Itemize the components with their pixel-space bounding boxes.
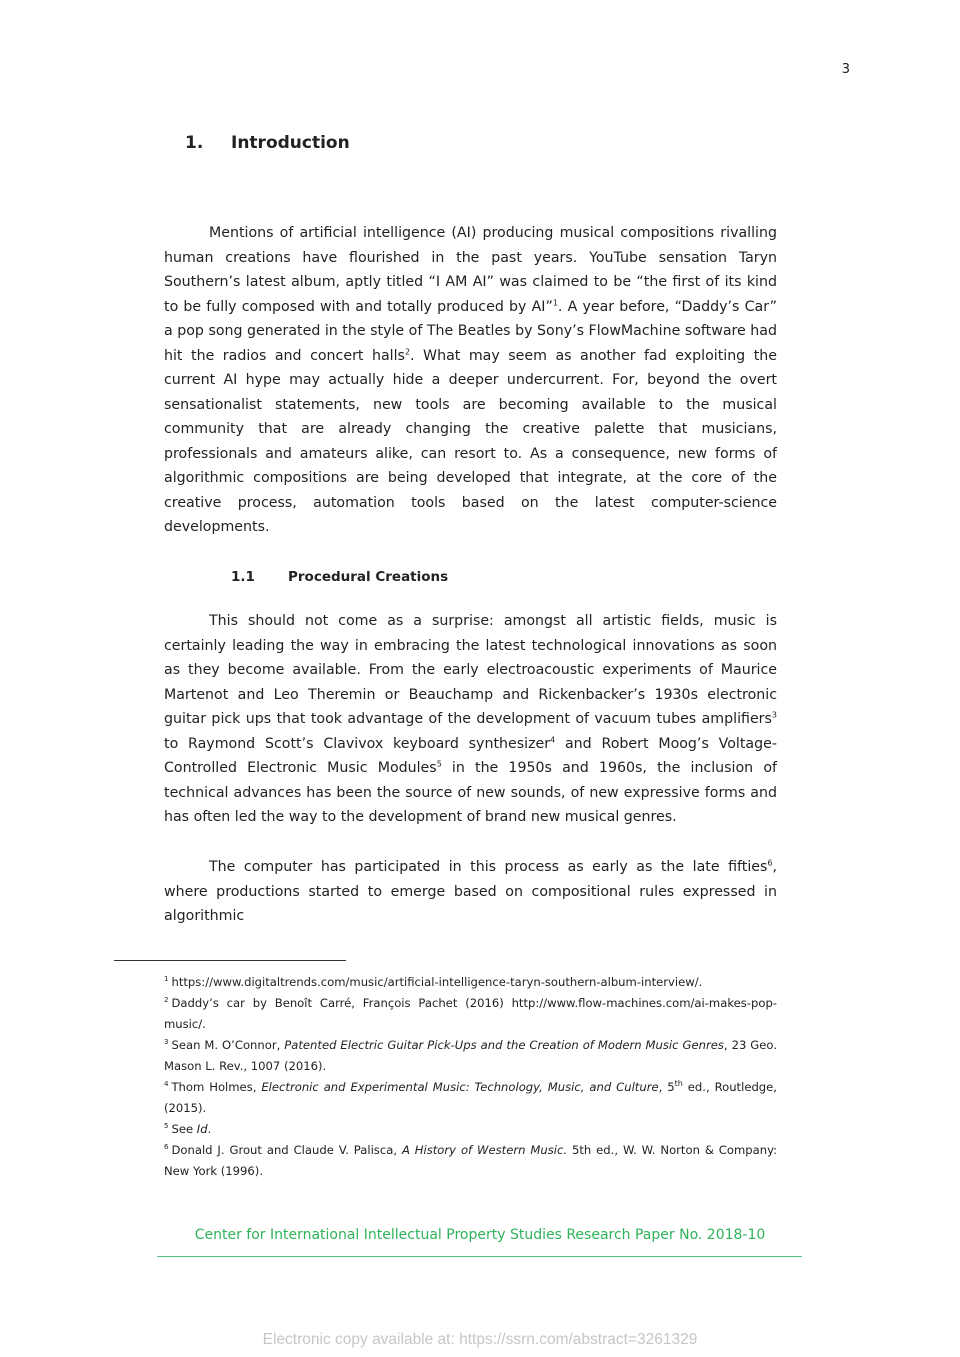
footnote-mark: 2 (164, 996, 169, 1005)
footnote-ref[interactable]: 5 (436, 759, 442, 769)
footnote-ref[interactable]: 6 (767, 858, 773, 868)
footnote-ref[interactable]: 4 (550, 734, 556, 744)
footnote-mark: 4 (164, 1080, 169, 1089)
subsection-heading (231, 569, 448, 585)
footnote-title: A History of Western Music. (401, 1143, 568, 1157)
text-run: in the 1950s and 1960s, the inclusion of technical advances has been the source of new sounds, of new expressive forms and has often led the way to the development of brand new musical genres. (164, 760, 777, 825)
footnote-3 (164, 1035, 777, 1077)
footnote-text: . (207, 1122, 212, 1136)
footnote-text: 5th ed., W. W. Norton & Company: New York (1996). (164, 1143, 778, 1178)
text-run: . What may seem as another fad exploiting the current AI hype may actually hide a deeper undercurrent. For, beyond the overt sensationalist statements, new tools are becoming available to the musical community that are already changing the creative palette that musicians, professionals and amateurs alike, can resort to. As a consequence, new forms of algorithmic compositions are being developed that integrate, at the core of the creative process, automation tools based on the latest computer-science developments. (164, 347, 777, 535)
text-run: The computer has participated in this process as early as the late fifties (209, 859, 768, 875)
footnote-ordinal: th (674, 1079, 683, 1089)
subsection-number: 1.1 (231, 569, 255, 585)
footnote-text: See (171, 1122, 197, 1136)
text-run: This should not come as a surprise: amongst all artistic fields, music is certainly leading the way in embracing the latest technological innovations as soon as they become available. From the early electroacoustic experiments of Maurice Martenot and Leo Theremin or Beauchamp and Rickenbacker’s 1930s electronic guitar pick ups that took advantage of the development of vacuum tubes amplifiers (164, 613, 777, 727)
footnote-ref[interactable]: 2 (404, 346, 411, 356)
footnote-separator (114, 960, 346, 961)
footnote-title: Id (196, 1122, 208, 1136)
text-run: Mentions of artificial intelligence (AI) producing musical compositions rivalling human creations have flourished in the past years. YouTube sensation Taryn Southern’s latest album, aptly titled “I AM AI” was claimed to be “the first of its kind to be fully composed with and totally produced by AI” (164, 225, 777, 315)
footnote-text: Thom Holmes, (171, 1080, 262, 1094)
text-run: , where productions started to emerge based on compositional rules expressed in algorithmic (164, 859, 777, 924)
footnote-mark: 3 (164, 1038, 169, 1047)
procedural-paragraph-1 (164, 609, 777, 830)
footnote-mark: 1 (164, 975, 169, 984)
footnote-ref[interactable]: 1 (552, 297, 558, 307)
footnote-mark: 5 (164, 1122, 169, 1131)
footnotes-list (164, 972, 777, 1182)
footnote-title: Patented Electric Guitar Pick-Ups and the Creation of Modern Music Genres (284, 1038, 724, 1052)
section-heading (185, 133, 350, 153)
text-run: to Raymond Scott’s Clavivox keyboard synthesizer (164, 735, 551, 752)
text-run: and Robert Moog’s Voltage-Controlled Electronic Music Modules (164, 735, 777, 776)
footnote-title: Electronic and Experimental Music: Technology, Music, and Culture (261, 1080, 659, 1094)
section-title: Introduction (231, 133, 350, 153)
footnote-4 (164, 1077, 777, 1119)
page-number: 3 (841, 62, 850, 77)
footnote-2 (164, 993, 777, 1035)
footnote-text: , 23 Geo. Mason L. Rev., 1007 (2016). (164, 1038, 778, 1073)
footnote-text: Donald J. Grout and Claude V. Palisca, (171, 1143, 402, 1157)
subsection-title: Procedural Creations (288, 569, 449, 585)
footnote-text: ed., Routledge, (2015). (164, 1080, 777, 1115)
footnote-text: Daddy’s car by Benoît Carré, François Pachet (2016) http://www.flow-machines.com/ai-makes-pop-music/. (164, 996, 777, 1031)
footnote-mark: 6 (164, 1143, 169, 1152)
footnote-6 (164, 1140, 777, 1182)
intro-paragraph (164, 221, 777, 540)
section-number: 1. (185, 133, 204, 153)
footer-series-text: Center for International Intellectual Property Studies Research Paper No. 2018-10 (194, 1227, 766, 1243)
footnote-text: , 5 (658, 1080, 675, 1094)
footnote-text: Sean M. O’Connor, (171, 1038, 285, 1052)
footnote-text[interactable]: https://www.digitaltrends.com/music/artificial-intelligence-taryn-southern-album-interview/. (171, 975, 703, 989)
footnote-ref[interactable]: 3 (771, 710, 777, 720)
text-run: . A year before, “Daddy’s Car” a pop song generated in the style of The Beatles by Sony’s FlowMachine software had hit the radios and concert halls (164, 298, 777, 364)
ssrn-availability-text[interactable]: Electronic copy available at: https://ssrn.com/abstract=3261329 (262, 1331, 698, 1348)
footer-rule (157, 1256, 802, 1257)
footnote-1 (164, 972, 777, 993)
procedural-paragraph-2 (164, 855, 777, 929)
footnote-5 (164, 1119, 777, 1140)
